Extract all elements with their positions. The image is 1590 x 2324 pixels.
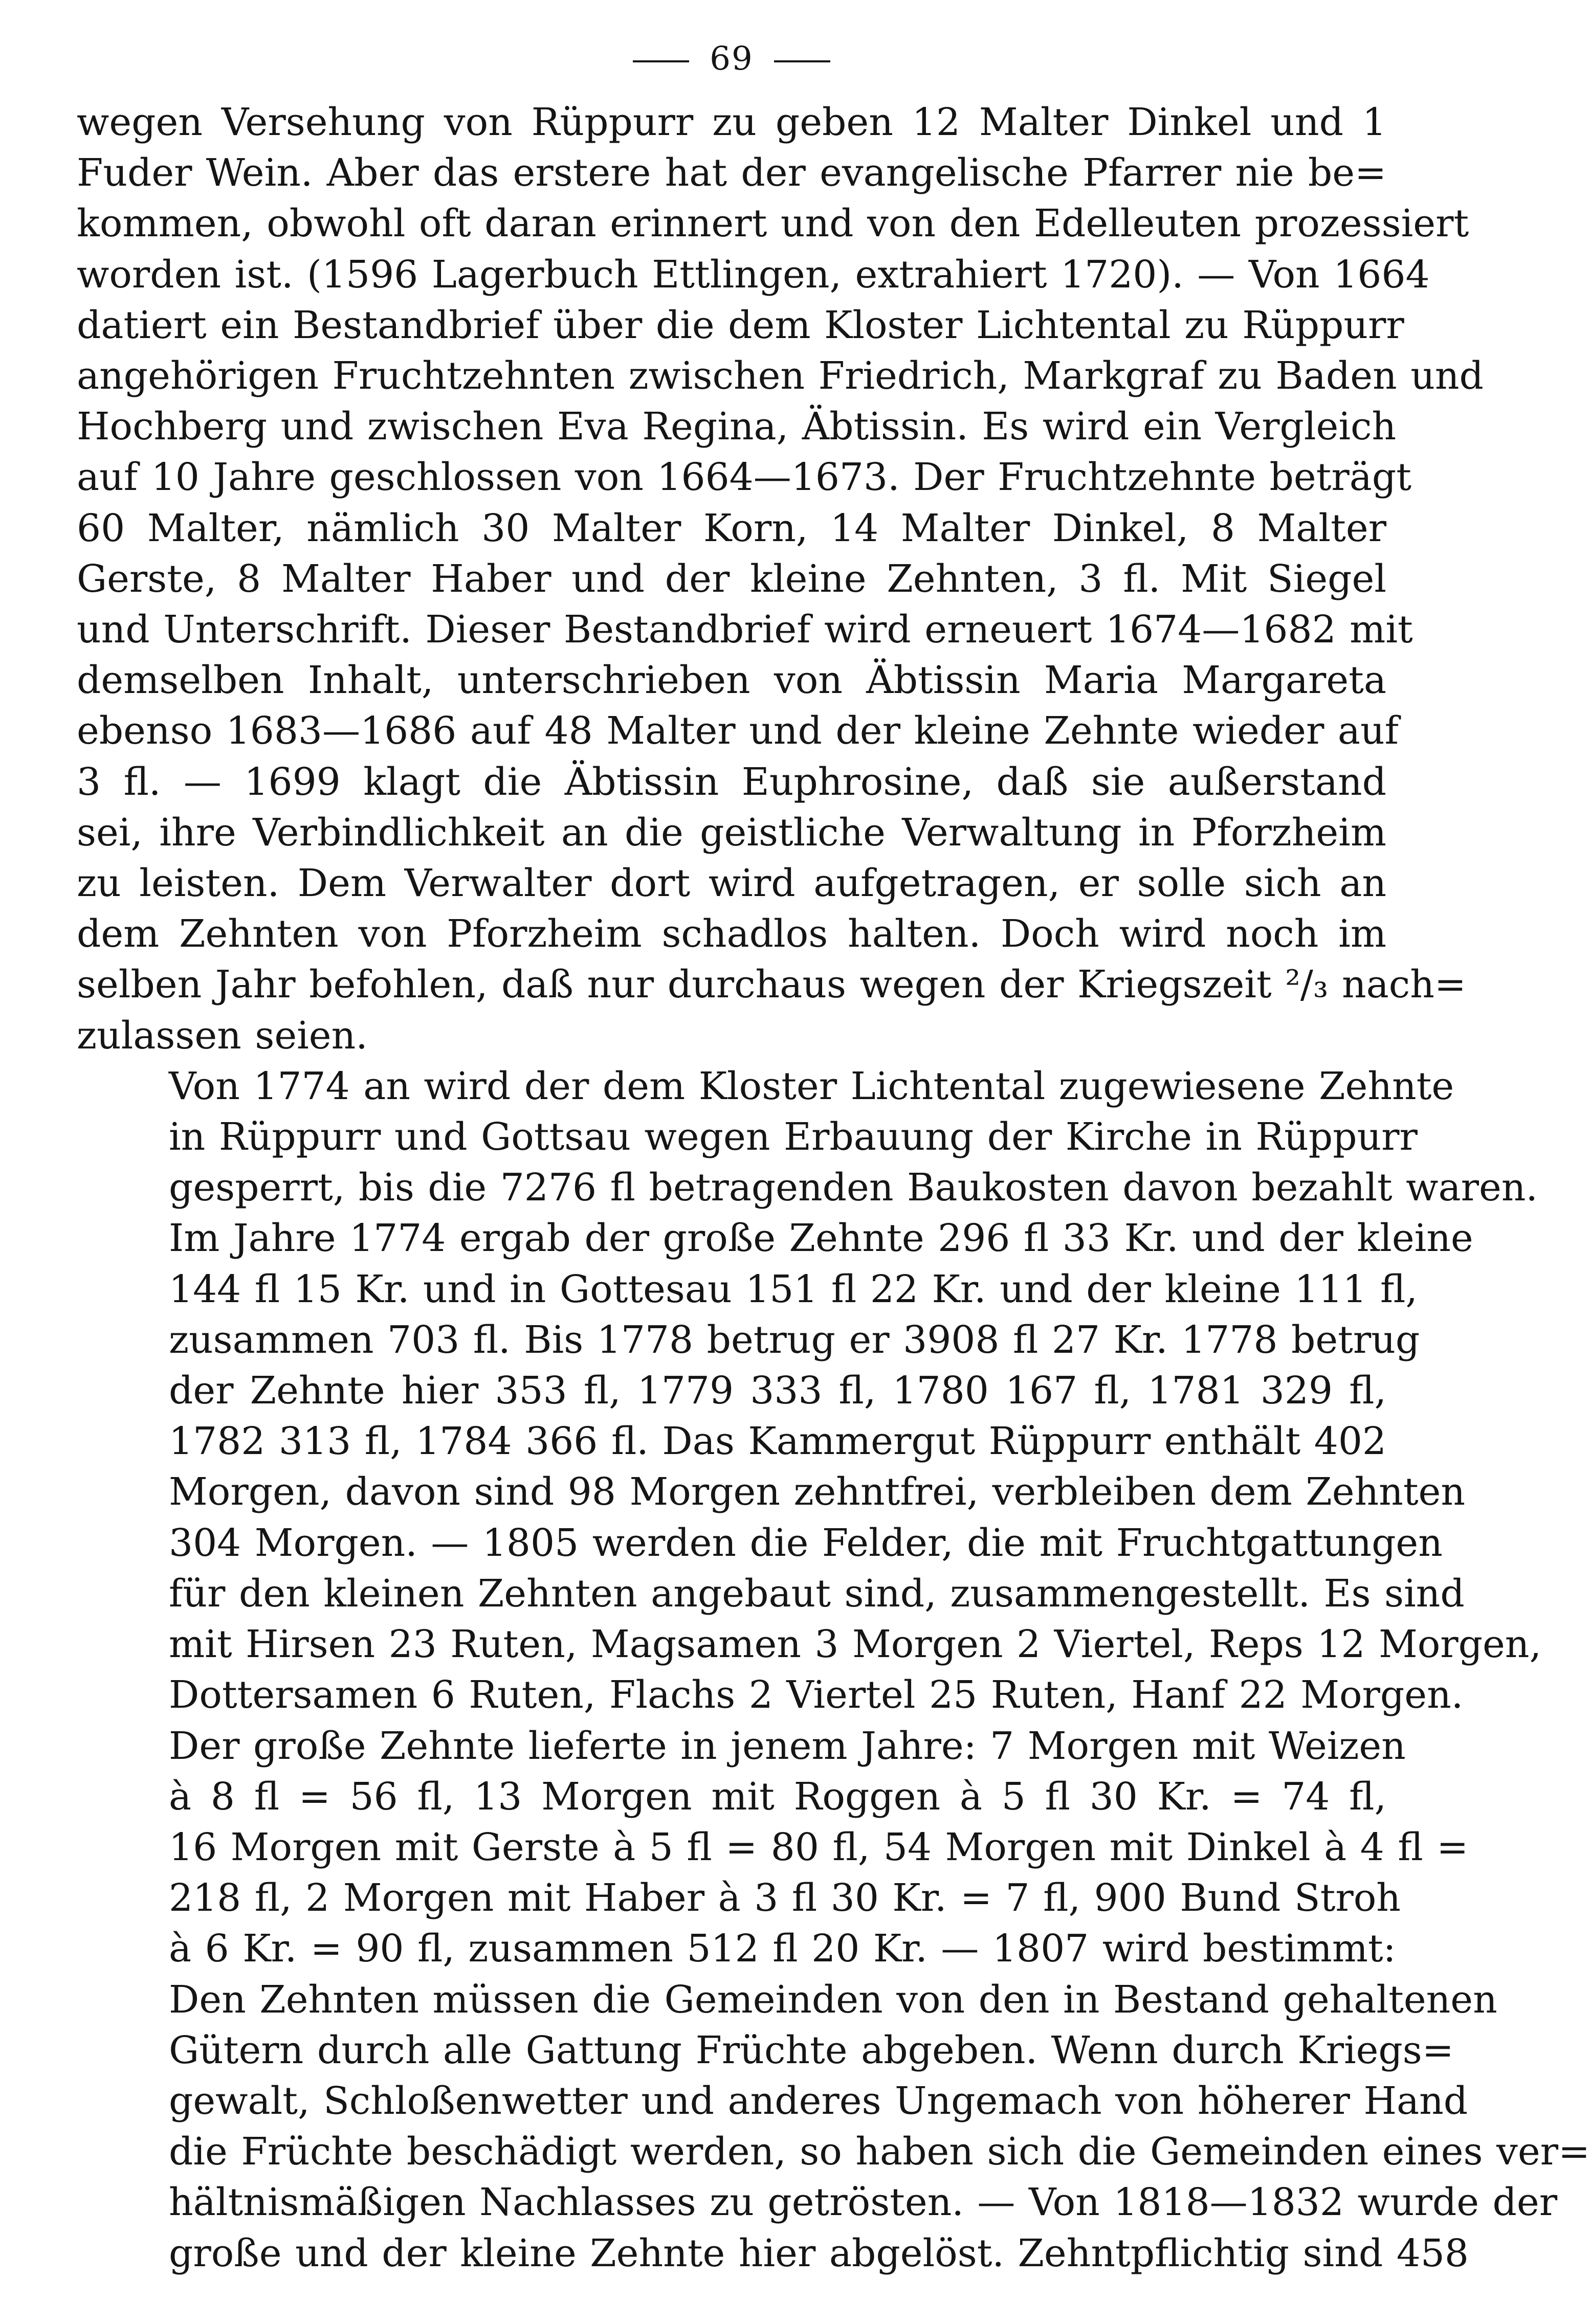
text-line: 3 fl. — 1699 klagt die Äbtissin Euphrosine, daß sie außerstand xyxy=(77,759,1386,804)
text-line: Von 1774 an wird der dem Kloster Lichtental zugewiesene Zehnte xyxy=(169,1064,1454,1108)
text-line: datiert ein Bestandbrief über die dem Kloster Lichtental zu Rüppurr xyxy=(77,303,1404,347)
text-line: Dottersamen 6 Ruten, Flachs 2 Viertel 25 Ruten, Hanf 22 Morgen. xyxy=(169,1673,1464,1717)
text-line: worden ist. (1596 Lagerbuch Ettlingen, extrahiert 1720). — Von 1664 xyxy=(77,252,1430,297)
text-line: und Unterschrift. Dieser Bestandbrief wird erneuert 1674—1682 mit xyxy=(77,608,1413,652)
page-header xyxy=(77,20,1386,97)
text-line: gewalt, Schloßenwetter und anderes Ungemach von höherer Hand xyxy=(169,2079,1468,2123)
text-line: sei, ihre Verbindlichkeit an die geistliche Verwaltung in Pforzheim xyxy=(77,810,1386,855)
text-line: Fuder Wein. Aber das erstere hat der evangelische Pfarrer nie be= xyxy=(77,151,1386,195)
text-line: 16 Morgen mit Gerste à 5 fl = 80 fl, 54 Morgen mit Dinkel à 4 fl = xyxy=(169,1825,1469,1869)
text-line: Der große Zehnte lieferte in jenem Jahre: 7 Morgen mit Weizen xyxy=(169,1724,1406,1768)
text-line: Gerste, 8 Malter Haber und der kleine Zehnten, 3 fl. Mit Siegel xyxy=(77,556,1386,601)
text-line: à 6 Kr. = 90 fl, zusammen 512 fl 20 Kr. — 1807 wird bestimmt: xyxy=(169,1927,1396,1971)
text-line: hältnismäßigen Nachlasses zu getrösten. — Von 1818—1832 wurde der xyxy=(169,2180,1558,2225)
text-line: ebenso 1683—1686 auf 48 Malter und der kleine Zehnte wieder auf xyxy=(77,709,1399,753)
text-line: wegen Versehung von Rüppurr zu geben 12 Malter Dinkel und 1 xyxy=(77,100,1386,144)
text-line: 60 Malter, nämlich 30 Malter Korn, 14 Malter Dinkel, 8 Malter xyxy=(77,506,1386,550)
text-line: 1782 313 fl, 1784 366 fl. Das Kammergut Rüppurr enthält 402 xyxy=(169,1419,1386,1464)
paragraph xyxy=(77,97,1484,1061)
text-line: 304 Morgen. — 1805 werden die Felder, die mit Fruchtgattungen xyxy=(169,1521,1443,1565)
text-line: in Rüppurr und Gottsau wegen Erbauung der Kirche in Rüppurr xyxy=(169,1115,1418,1159)
text-line: mit Hirsen 23 Ruten, Magsamen 3 Morgen 2 Viertel, Reps 12 Morgen, xyxy=(169,1622,1541,1667)
text-line: Den Zehnten müssen die Gemeinden von den in Bestand gehaltenen xyxy=(169,1977,1497,2022)
paragraph xyxy=(77,1061,1590,2279)
text-line: Im Jahre 1774 ergab der große Zehnte 296 fl 33 Kr. und der kleine xyxy=(169,1216,1473,1261)
text-line: Hochberg und zwischen Eva Regina, Äbtissin. Es wird ein Vergleich xyxy=(77,405,1397,449)
text-line: Gütern durch alle Gattung Früchte abgeben. Wenn durch Kriegs= xyxy=(169,2028,1454,2072)
header-dash-right xyxy=(774,60,830,62)
document-page xyxy=(77,20,1590,2279)
text-line: gesperrt, bis die 7276 fl betragenden Baukosten davon bezahlt waren. xyxy=(169,1166,1538,1210)
text-line: 144 fl 15 Kr. und in Gottesau 151 fl 22 Kr. und der kleine 111 fl, xyxy=(169,1267,1418,1311)
text-line: dem Zehnten von Pforzheim schadlos halten. Doch wird noch im xyxy=(77,912,1386,956)
text-line: für den kleinen Zehnten angebaut sind, zusammengestellt. Es sind xyxy=(169,1571,1465,1616)
text-line: angehörigen Fruchtzehnten zwischen Friedrich, Markgraf zu Baden und xyxy=(77,354,1484,398)
text-line: zusammen 703 fl. Bis 1778 betrug er 3908 fl 27 Kr. 1778 betrug xyxy=(169,1317,1420,1362)
body-text xyxy=(77,97,1590,2279)
text-line: zu leisten. Dem Verwalter dort wird aufgetragen, er solle sich an xyxy=(77,861,1386,906)
text-line: kommen, obwohl oft daran erinnert und von den Edelleuten prozessiert xyxy=(77,202,1469,246)
header-dash-left xyxy=(633,60,689,62)
text-line: auf 10 Jahre geschlossen von 1664—1673. Der Fruchtzehnte beträgt xyxy=(77,455,1412,500)
text-line: der Zehnte hier 353 fl, 1779 333 fl, 1780 167 fl, 1781 329 fl, xyxy=(169,1369,1386,1413)
text-line: 218 fl, 2 Morgen mit Haber à 3 fl 30 Kr. = 7 fl, 900 Bund Stroh xyxy=(169,1876,1401,1920)
text-line: die Früchte beschädigt werden, so haben sich die Gemeinden eines ver= xyxy=(169,2130,1590,2174)
text-line: zulassen seien. xyxy=(77,1013,368,1058)
text-line: à 8 fl = 56 fl, 13 Morgen mit Roggen à 5 fl 30 Kr. = 74 fl, xyxy=(169,1774,1386,1819)
text-line: große und der kleine Zehnte hier abgelöst. Zehntpflichtig sind 458 xyxy=(169,2231,1469,2275)
text-line: demselben Inhalt, unterschrieben von Äbtissin Maria Margareta xyxy=(77,658,1386,703)
page-number: 69 xyxy=(710,40,754,78)
text-line: Morgen, davon sind 98 Morgen zehntfrei, verbleiben dem Zehnten xyxy=(169,1470,1466,1514)
text-line: selben Jahr befohlen, daß nur durchaus wegen der Kriegszeit ²/₃ nach= xyxy=(77,963,1466,1007)
